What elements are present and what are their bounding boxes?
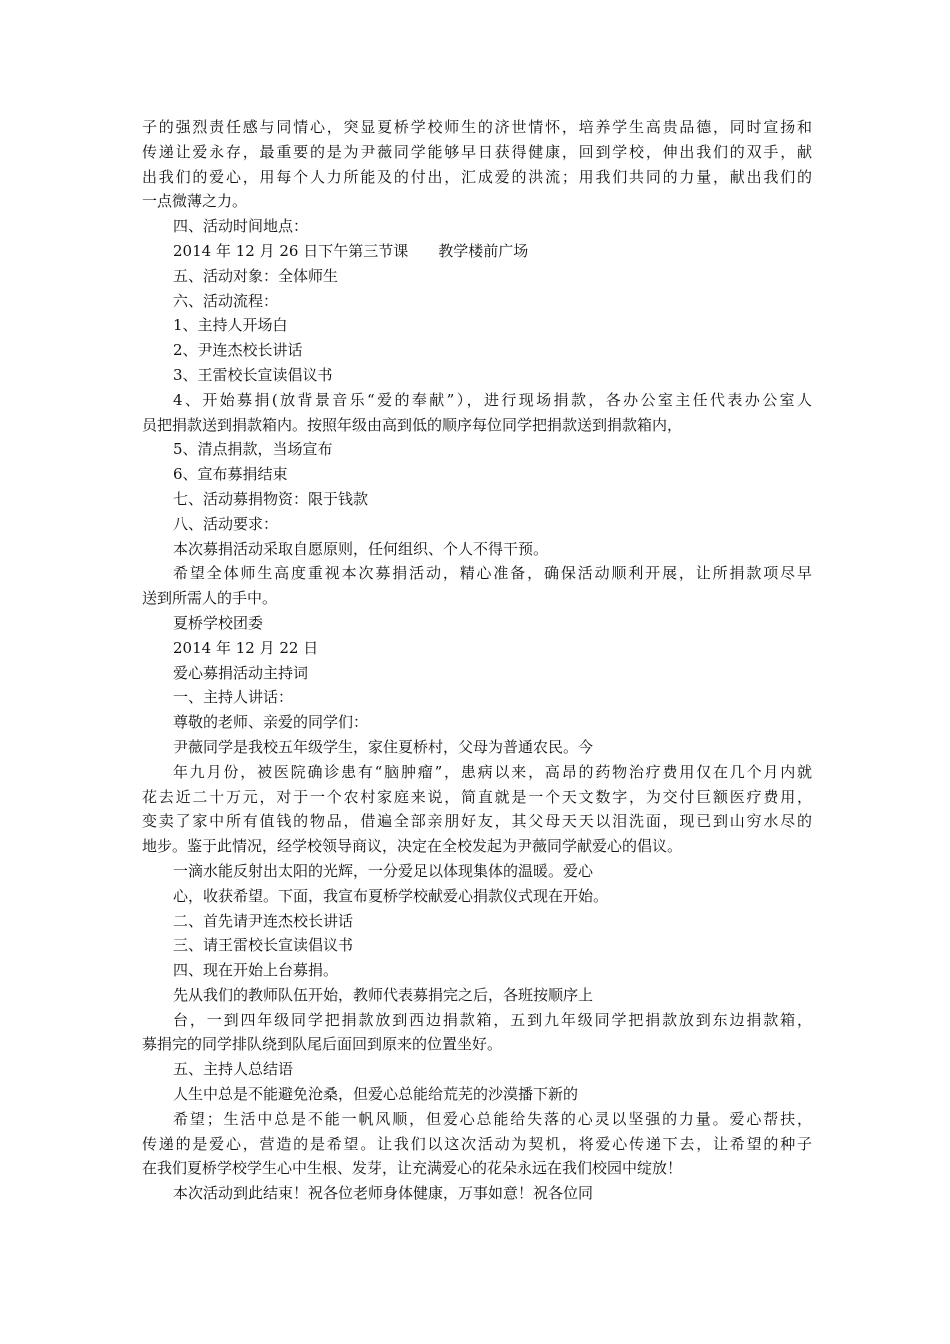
text-line: 本次活动到此结束！祝各位老师身体健康，万事如意！祝各位同	[173, 1184, 594, 1203]
text-line: 先从我们的教师队伍开始，教师代表募捐完之后，各班按顺序上	[173, 985, 594, 1004]
text-line: 变卖了家中所有值钱的物品，借遍全部亲朋好友，其父母天天以泪洗面，现已到山穷水尽的	[142, 812, 812, 831]
text-line: 送到所需人的手中。	[142, 589, 278, 608]
section-title: 爱心募捐活动主持词	[173, 663, 309, 682]
text-line: 子的强烈责任感与同情心，突显夏桥学校师生的济世情怀，培养学生高贵品德，同时宣扬和	[142, 118, 812, 136]
list-item: 1、主持人开场白	[173, 316, 288, 335]
text-line: 年九月份，被医院确诊患有“脑肿瘤”，患病以来，高昂的药物治疗费用仅在几个月内就	[173, 762, 812, 781]
section-heading: 三、请王雷校长宣读倡议书	[173, 936, 354, 955]
list-item: 5、清点捐款，当场宣布	[173, 440, 333, 459]
signature-date: 2014 年 12 月 22 日	[173, 638, 319, 657]
section-heading: 四、活动时间地点：	[173, 217, 309, 236]
document-body	[142, 115, 812, 1206]
text-line: 台，一到四年级同学把捐款放到西边捐款箱，五到九年级同学把捐款放到东边捐款箱，	[173, 1010, 812, 1029]
text-line: 募捐完的同学排队绕到队尾后面回到原来的位置坐好。	[142, 1035, 503, 1054]
text-line: 员把捐款送到捐款箱内。按照年级由高到低的顺序每位同学把捐款送到捐款箱内，	[142, 415, 683, 434]
section-heading: 五、活动对象：全体师生	[173, 266, 339, 285]
text-line: 传递的是爱心，营造的是希望。让我们以这次活动为契机，将爱心传递下去，让希望的种子	[142, 1134, 812, 1153]
text-line: 2014 年 12 月 26 日下午第三节课 教学楼前广场	[173, 241, 529, 260]
text-line: 尹薇同学是我校五年级学生，家住夏桥村，父母为普通农民。今	[173, 737, 594, 756]
text-line: 希望；生活中总是不能一帆风顺，但爱心总能给失落的心灵以坚强的力量。爱心帮扶，	[173, 1109, 812, 1128]
text-line: 一滴水能反射出太阳的光辉，一分爱足以体现集体的温暖。爱心	[173, 861, 594, 880]
list-item: 4、开始募捐(放背景音乐“爱的奉献”），进行现场捐款，各办公室主任代表办公室人	[173, 390, 812, 409]
section-heading: 六、活动流程：	[173, 291, 279, 310]
list-item: 6、宣布募捐结束	[173, 465, 288, 484]
section-heading: 七、活动募捐物资：限于钱款	[173, 489, 369, 508]
section-heading: 五、主持人总结语	[173, 1060, 294, 1079]
text-line: 花去近二十万元，对于一个农村家庭来说，简直就是一个天文数字，为交付巨额医疗费用，	[142, 787, 812, 806]
text-line: 出我们的爱心，用每个人力所能及的付出，汇成爱的洪流；用我们共同的力量，献出我们的	[142, 167, 812, 186]
text-line: 一点微薄之力。	[142, 192, 248, 211]
text-line: 心，收获希望。下面，我宣布夏桥学校献爱心捐款仪式现在开始。	[173, 886, 609, 905]
section-heading: 一、主持人讲话：	[173, 688, 294, 707]
section-heading: 八、活动要求：	[173, 514, 279, 533]
section-heading: 二、首先请尹连杰校长讲话	[173, 911, 354, 930]
list-item: 2、尹连杰校长讲话	[173, 341, 303, 360]
text-line: 本次募捐活动采取自愿原则，任何组织、个人不得干预。	[173, 539, 549, 558]
text-line: 在我们夏桥学校学生心中生根、发芽，让充满爱心的花朵永远在我们校园中绽放！	[142, 1159, 683, 1178]
section-heading: 四、现在开始上台募捐。	[173, 961, 339, 980]
signature-org: 夏桥学校团委	[173, 613, 264, 632]
text-line: 希望全体师生高度重视本次募捐活动，精心准备，确保活动顺利开展，让所捐款项尽早	[173, 564, 812, 583]
text-line: 传递让爱永存，最重要的是为尹薇同学能够早日获得健康，回到学校，伸出我们的双手，献	[142, 142, 812, 161]
text-line: 人生中总是不能避免沧桑，但爱心总能给荒芜的沙漠播下新的	[173, 1085, 579, 1104]
text-line: 地步。鉴于此情况，经学校领导商议，决定在全校发起为尹薇同学献爱心的倡议。	[142, 837, 683, 856]
text-line: 尊敬的老师、亲爱的同学们：	[173, 713, 369, 732]
list-item: 3、王雷校长宣读倡议书	[173, 365, 333, 384]
